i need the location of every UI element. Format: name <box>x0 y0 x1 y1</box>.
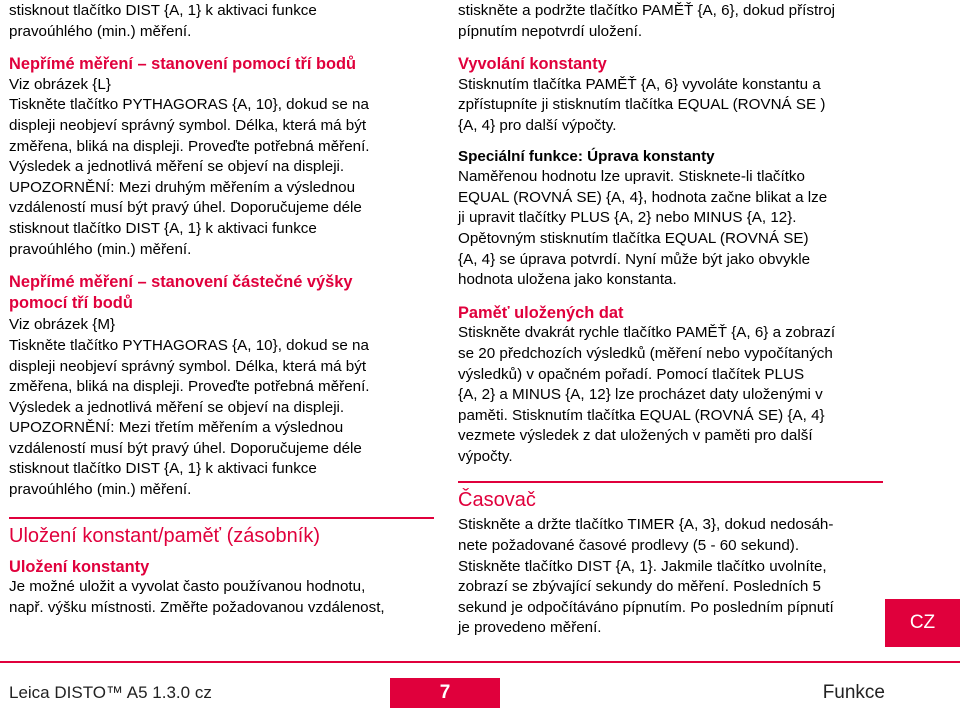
text-line: Stiskněte tlačítko DIST {A, 1}. Jakmile tlačítko uvolníte, <box>458 557 827 575</box>
text-line: displeji neobjeví správný symbol. Délka, která má být <box>9 357 367 375</box>
text-line: nete požadované časové prodlevy (5 - 60 sekund). <box>458 537 800 555</box>
text-line: Je možné uložit a vyvolat často používanou hodnotu, <box>9 578 366 596</box>
text-line: změřena, bliká na displeji. Proveďte potřebná měření. <box>9 137 370 155</box>
right-column <box>458 0 883 639</box>
text-line: Výsledek a jednotlivá měření se objeví na displeji. <box>9 398 345 416</box>
text-line: displeji neobjeví správný symbol. Délka, která má být <box>9 116 367 134</box>
section-heading: Nepřímé měření – stanovení pomocí tří bodů <box>9 55 357 74</box>
text-line: výpočty. <box>458 447 513 465</box>
footer-product: Leica DISTO™ A5 1.3.0 cz <box>9 683 212 702</box>
page-number: 7 <box>390 678 500 708</box>
text-line: stisknout tlačítko DIST {A, 1} k aktivaci funkce <box>9 460 317 478</box>
text-line: stiskněte a podržte tlačítko PAMĚŤ {A, 6}, dokud přístroj <box>458 2 836 19</box>
text-line: paměti. Stisknutím tlačítka EQUAL (ROVNÁ SE) {A, 4} <box>458 406 825 424</box>
text-line: se 20 předchozích výsledků (měření nebo vypočítaných <box>458 344 833 362</box>
text-line: změřena, bliká na displeji. Proveďte potřebná měření. <box>9 378 370 396</box>
text-line: sekund je odpočítáváno pípnutím. Po posledním pípnutí <box>458 598 834 616</box>
text-line: pravoúhlého (min.) měření. <box>9 240 192 258</box>
chapter-heading: Časovač <box>458 481 883 513</box>
text-line: {A, 4} pro další výpočty. <box>458 116 617 134</box>
section-heading: Paměť uložených dat <box>458 303 624 322</box>
left-column <box>9 0 434 618</box>
text-line: hodnota uložena jako konstanta. <box>458 271 677 289</box>
text-line: pípnutím nepotvrdí uložení. <box>458 22 643 40</box>
text-line: EQUAL (ROVNÁ SE) {A, 4}, hodnota začne blikat a lze <box>458 188 828 206</box>
text-line: Stiskněte a držte tlačítko TIMER {A, 3}, dokud nedosáh- <box>458 516 834 534</box>
text-line: {A, 2} a MINUS {A, 12} lze procházet daty uloženými v <box>458 386 823 404</box>
text-line: UPOZORNĚNÍ: Mezi druhým měřením a výslednou <box>9 178 356 196</box>
text-line: zobrazí se zbývající sekundy do měření. Posledních 5 <box>458 578 822 596</box>
text-line: {A, 4} se úprava potvrdí. Nyní může být jako obvykle <box>458 250 811 268</box>
text-line: vezmete výsledek z dat uložených v paměti pro další <box>458 427 813 445</box>
text-line: např. výšku místnosti. Změřte požadovanou vzdálenost, <box>9 598 385 616</box>
text-line: Viz obrázek {L} <box>9 75 111 93</box>
text-line: Viz obrázek {M} <box>9 316 116 334</box>
text-line: UPOZORNĚNÍ: Mezi třetím měřením a výslednou <box>9 419 344 437</box>
text-line: je provedeno měření. <box>458 619 602 637</box>
language-tab: CZ <box>885 599 960 647</box>
chapter-heading: Uložení konstant/paměť (zásobník) <box>9 517 434 549</box>
text-line: stisknout tlačítko DIST {A, 1} k aktivaci funkce <box>9 219 317 237</box>
footer-divider <box>0 661 960 663</box>
text-line: pravoúhlého (min.) měření. <box>9 481 192 499</box>
text-line: Stiskněte dvakrát rychle tlačítko PAMĚŤ {A, 6} a zobrazí <box>458 324 836 342</box>
section-heading: Vyvolání konstanty <box>458 55 607 74</box>
text-line: Výsledek a jednotlivá měření se objeví na displeji. <box>9 158 345 176</box>
section-heading: pomocí tří bodů <box>9 293 133 312</box>
section-heading: Nepřímé měření – stanovení částečné výšky <box>9 273 353 292</box>
text-line: pravoúhlého (min.) měření. <box>9 22 192 40</box>
section-heading: Speciální funkce: Úprava konstanty <box>458 147 715 165</box>
section-heading: Uložení konstanty <box>9 557 150 576</box>
footer-section: Funkce <box>822 682 885 703</box>
text-line: Opětovným stisknutím tlačítka EQUAL (ROVNÁ SE) <box>458 229 809 247</box>
text-line: vzdáleností musí být pravý úhel. Doporučujeme déle <box>9 439 362 457</box>
text-line: zpřístupníte ji stisknutím tlačítka EQUAL (ROVNÁ SE ) <box>458 96 826 114</box>
text-line: stisknout tlačítko DIST {A, 1} k aktivaci funkce <box>9 2 317 19</box>
text-line: Tiskněte tlačítko PYTHAGORAS {A, 10}, dokud se na <box>9 96 369 114</box>
text-line: Stisknutím tlačítka PAMĚŤ {A, 6} vyvoláte konstantu a <box>458 75 821 93</box>
text-line: ji upravit tlačítky PLUS {A, 2} nebo MINUS {A, 12}. <box>458 209 797 227</box>
text-line: výsledků) v opačném pořadí. Pomocí tlačítek PLUS <box>458 365 805 383</box>
text-line: vzdáleností musí být pravý úhel. Doporučujeme déle <box>9 199 362 217</box>
text-line: Naměřenou hodnotu lze upravit. Stisknete-li tlačítko <box>458 168 805 186</box>
text-line: Tiskněte tlačítko PYTHAGORAS {A, 10}, dokud se na <box>9 336 369 354</box>
